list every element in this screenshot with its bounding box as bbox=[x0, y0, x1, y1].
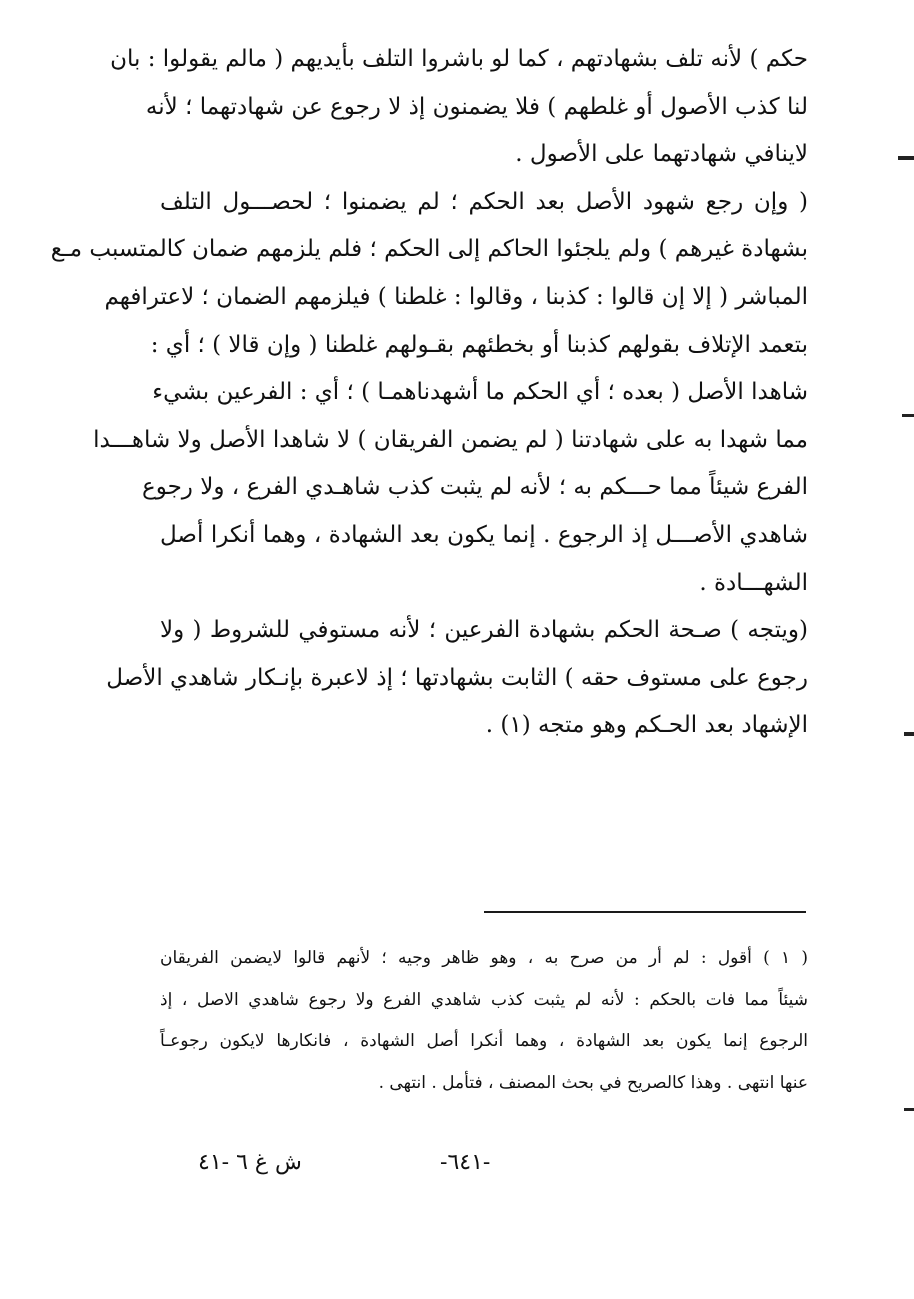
margin-mark bbox=[902, 414, 914, 417]
margin-mark bbox=[904, 1108, 914, 1111]
text-line: المباشر ( إلا إن قالوا : كذبنا ، وقالوا : غلطنا ) فيلزمهم الضمان ؛ لاعترافهم bbox=[104, 283, 808, 310]
page-code: ش غ ٦ -٤١ bbox=[198, 1150, 302, 1175]
footnote-line: شيئاً مما فات بالحكم : لأنه لم يثبت كذب شاهدي الفرع ولا رجوع شاهدي الاصل ، إذ bbox=[160, 989, 808, 1010]
text-line: لاينافي شهادتهما على الأصول . bbox=[515, 141, 808, 168]
footnote-line: الرجوع إنما يكون بعد الشهادة ، وهما أنكرا أصل الشهادة ، فانكارها لايكون رجوعـاً bbox=[160, 1031, 808, 1051]
text-line: حكم ) لأنه تلف بشهادتهم ، كما لو باشروا التلف بأيديهم ( مالم يقولوا : بان bbox=[110, 46, 808, 72]
main-text bbox=[50, 36, 808, 750]
footnote-divider bbox=[484, 911, 806, 913]
text-line: مما شهدا به على شهادتنا ( لم يضمن الفريقان ) لا شاهدا الأصل ولا شاهـــدا bbox=[93, 426, 808, 453]
text-line: الفرع شيئاً مما حـــكم به ؛ لأنه لم يثبت كذب شاهـدي الفرع ، ولا رجوع bbox=[141, 474, 808, 501]
page-number: -٦٤١- bbox=[440, 1150, 491, 1175]
text-line: شاهدا الأصل ( بعده ؛ أي الحكم ما أشهدناهمـا ) ؛ أي : الفرعين بشيء bbox=[152, 379, 808, 406]
text-line: بتعمد الإتلاف بقولهم كذبنا أو بخطئهم بقـولهم غلطنا ( وإن قالا ) ؛ أي : bbox=[150, 331, 808, 358]
margin-mark bbox=[904, 732, 914, 736]
text-line: شاهدي الأصـــل إذ الرجوع . إنما يكون بعد الشهادة ، وهما أنكرا أصل bbox=[160, 521, 808, 548]
margin-mark bbox=[898, 156, 914, 160]
footnote-line: ( ١ ) أقول : لم أر من صرح به ، وهو ظاهر وجيه ؛ لأنهم قالوا لايضمن الفريقان bbox=[160, 948, 808, 968]
text-line: رجوع على مستوف حقه ) الثابت بشهادتها ؛ إذ لاعبرة بإنـكار شاهدي الأصل bbox=[106, 664, 808, 691]
text-line: ( وإن رجع شهود الأصل بعد الحكم ؛ لم يضمنوا ؛ لحصـــول التلف bbox=[160, 188, 808, 215]
footnote bbox=[160, 938, 808, 1104]
text-line: لنا كذب الأصول أو غلطهم ) فلا يضمنون إذ لا رجوع عن شهادتهما ؛ لأنه bbox=[145, 93, 808, 120]
text-line: بشهادة غيرهم ) ولم يلجئوا الحاكم إلى الحكم ؛ فلم يلزمهم ضمان كالمتسبب مـع bbox=[50, 236, 808, 263]
text-line: الإشهاد بعد الحـكم وهو متجه (١) . bbox=[485, 712, 808, 739]
text-line: (ويتجه ) صـحة الحكم بشهادة الفرعين ؛ لأنه مستوفي للشروط ( ولا bbox=[160, 617, 808, 644]
text-line: الشهـــادة . bbox=[699, 569, 808, 596]
footnote-line: عنها انتهى . وهذا كالصريح في بحث المصنف ، فتأمل . انتهى . bbox=[378, 1072, 808, 1093]
